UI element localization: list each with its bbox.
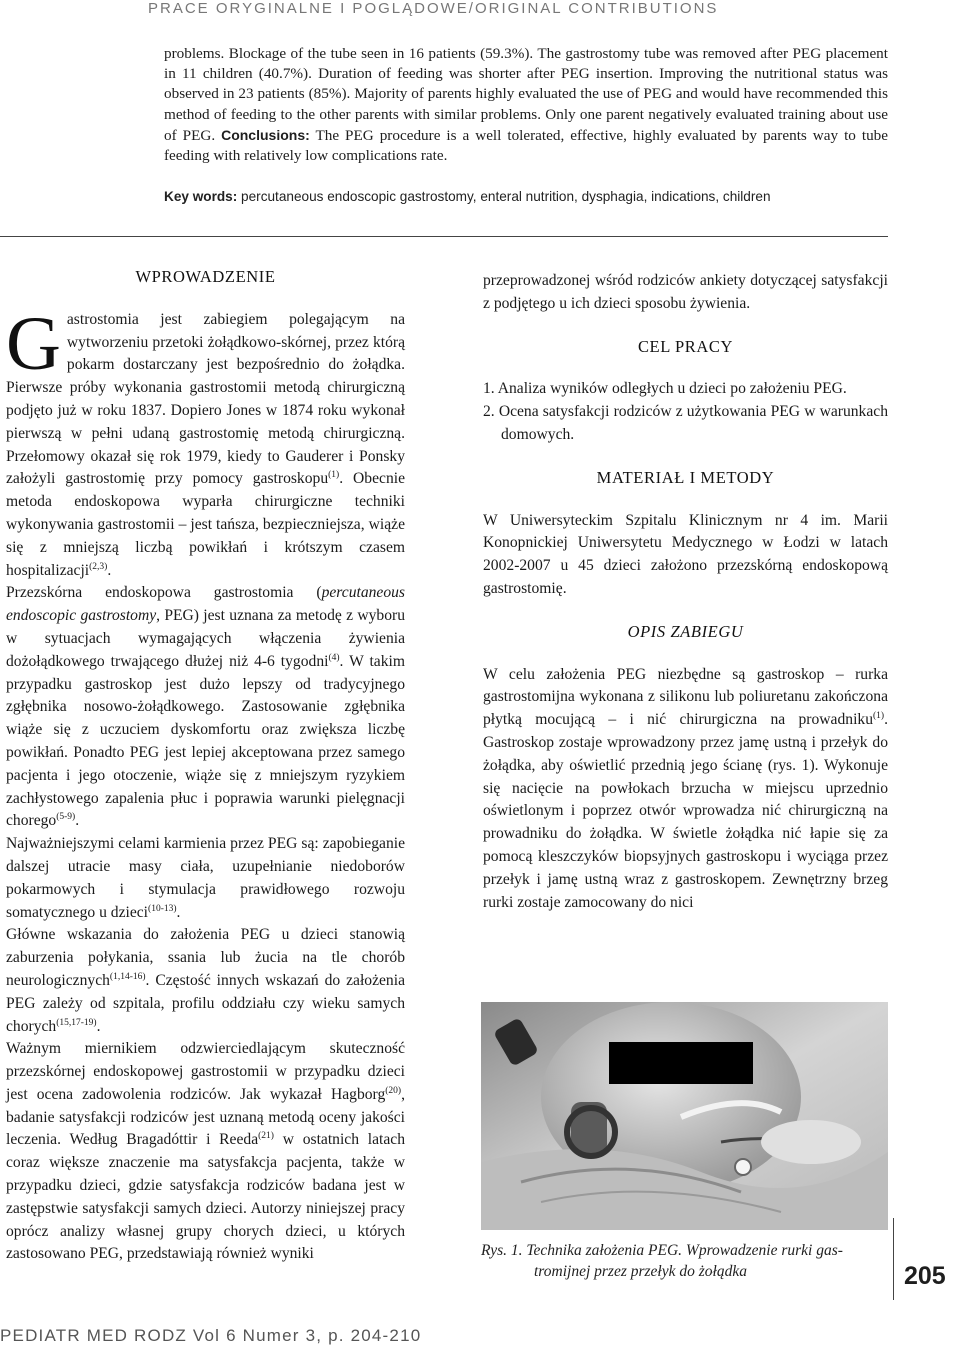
photo-illustration <box>481 1002 888 1230</box>
conclusions-label: Conclusions: <box>221 126 310 143</box>
ref-marker: (20) <box>385 1085 402 1096</box>
aim-item-2: 2. Ocena satysfakcji rodziców z użytkowania PEG w warunkach domowych. <box>483 403 888 443</box>
intro-p3-text-b: . <box>176 903 181 921</box>
heading-introduction: WPROWADZENIE <box>135 267 276 286</box>
heading-procedure: OPIS ZABIEGU <box>627 621 744 641</box>
intro-p1-text-b: . Obecnie metoda endoskopowa wyparła chirurgiczne techniki wykonywania gastrostomii – jest tańsza, bezpieczniejsza, wiąże się z mniejszą liczbą powikłań i krótszym czasem hospitalizacji <box>6 470 405 579</box>
running-header: PRACE ORYGINALNE I POGLĄDOWE/ORIGINAL CONTRIBUTIONS <box>148 0 719 17</box>
ref-marker: (15,17-19) <box>56 1017 97 1028</box>
aim-item-1: 1. Analiza wyników odległych u dzieci po założeniu PEG. <box>483 380 847 398</box>
intro-paragraph-5 <box>6 1038 405 1266</box>
intro-p2-text-b: , PEG) jest uznana za metodę z wyboru w sytuacjach wymagających włączenia żywienia dożołądkowego trwającego dłużej niż 4-6 tygodni <box>6 607 405 670</box>
intro-paragraph-4 <box>6 924 405 1038</box>
page-number-rule <box>893 1218 894 1300</box>
intro-p2-italic: percutaneous endoscopic gastrostomy <box>6 584 405 625</box>
intro-p5-text-c: w ostatnich latach coraz większe znaczenie ma satysfakcja pacjenta, także w przypadku dzieci, gdzie satysfakcja rodziców badana jest w zastępstwie satysfakcji samych dzieci. Autorzy niniejszej pracy oprócz analizy własnej grupy chorych dzieci, u których zastosowano PEG, przedstawiają również wyniki <box>6 1131 405 1263</box>
heading-aim: CEL PRACY <box>637 336 734 356</box>
heading-methods: MATERIAŁ I METODY <box>596 467 775 487</box>
keywords-list: percutaneous endoscopic gastrostomy, enteral nutrition, dysphagia, indications, children <box>237 189 771 204</box>
intro-continuation: przeprowadzonej wśród rodziców ankiety dotyczącej satysfakcji z podjętego u ich dzieci sposobu żywienia. <box>483 272 888 312</box>
page-number: 205 <box>904 1262 946 1290</box>
keywords-line <box>164 189 894 204</box>
figure-caption <box>481 1240 891 1282</box>
caption-line-2: tromijnej przez przełyk do żołądka <box>534 1263 747 1280</box>
intro-paragraph-3 <box>6 833 405 924</box>
intro-p2-text-c: . W takim przypadku gastroskop jest dużo lepszy od tradycyjnego zgłębnika nosowo-żołądkowego. Zastosowanie zgłębnika wiąże się z uczuciem dyskomfortu oraz zwiększa liczbę powikłań. Ponadto PEG jest lepiej akceptowana przez samego pacjenta i jego otoczenie, wiąże się z mniejszym ryzykiem zachłystowego zapalenia płuc i poprawia warunki pielęgnacji chorego <box>6 652 405 830</box>
ref-marker: (5-9) <box>56 812 76 823</box>
procedure-text: W celu założenia PEG niezbędne są gastroskop – rurka gastrostomijna wykonana z silikonu lub poliuretanu zakończona płytką mocującą – i nić chirurgiczna na prowadniku <box>483 665 888 729</box>
right-column <box>483 270 888 914</box>
ref-marker: (4) <box>328 652 340 663</box>
intro-p5-text-b: , badanie satysfakcji rodziców jest uznaną metodą oceny jakości leczenia. Według Bragadóttir i Reeda <box>6 1085 405 1149</box>
ref-marker: (1) <box>873 710 885 721</box>
intro-p2-text: Przezskórna endoskopowa gastrostomia ( <box>6 584 322 602</box>
drop-cap: G <box>6 301 61 386</box>
intro-p4-text-b: . Częstość innych wskazań do założenia PEG zależy od szpitala, profilu oddziału czy wieku samych chorych <box>6 971 405 1035</box>
keywords-label: Key words: <box>164 189 238 204</box>
journal-footer: PEDIATR MED RODZ Vol 6 Numer 3, p. 204-210 <box>0 1326 422 1345</box>
section-divider <box>0 236 888 237</box>
intro-p4-text: Główne wskazania do założenia PEG u dzieci stanowią zaburzenia połykania, ssania lub żucia na tle chorób neurologicznych <box>6 926 405 989</box>
ref-marker: (1,14-16) <box>109 971 146 982</box>
abstract-part1: problems. Blockage of the tube seen in 16 patients (59.3%). The gastrostomy tube was removed after PEG placement in 11 children (40.7%). Duration of feeding was shorter after PEG insertion. Improving the nutritional status was observed in 23 patients (85%). Majority of parents highly evaluated the use of PEG and would have recommended this method of feeding to the other parents with similar problems. Only one parent negatively evaluated training about use of PEG. <box>164 45 888 144</box>
procedure-paragraph <box>483 664 888 915</box>
left-column <box>6 266 405 1266</box>
methods-paragraph: W Uniwersyteckim Szpitalu Klinicznym nr 4 im. Marii Konopnickiej Uniwersytetu Medycznego w Łodzi w latach 2002-2007 u 45 dzieci założono przezskórną endoskopową gastrostomię. <box>483 511 888 597</box>
abstract-text <box>164 44 888 166</box>
aims-list <box>483 378 888 446</box>
intro-p1-text-c: . <box>107 561 112 579</box>
caption-line-1: Rys. 1. Technika założenia PEG. Wprowadzenie rurki gas- <box>481 1242 843 1259</box>
intro-p3-text: Najważniejszymi celami karmienia przez PEG są: zapobieganie dalszej utracie masy ciała, uzupełnianie niedoborów pokarmowych i stymulacja prawidłowego rozwoju somatycznego u dzieci <box>6 835 405 921</box>
intro-p1-text: astrostomia jest zabiegiem polegającym na wytworzeniu przetoki żołądkowo-skórnej, przez którą pokarm dostarczany jest bezpośrednio do żołądka. Pierwsze próby wykonania gastrostomii metodą chirurgiczną podjęto już w roku 1837. Dopiero Jones w 1874 roku wykonał pierwszą w pełni udaną gastrostomię metodą chirurgiczną. Przełomowy okazał się rok 1979, kiedy to Gauderer i Ponsky założyli gastrostomię przy pomocy gastroskopu <box>6 310 405 488</box>
ref-marker: (21) <box>258 1131 274 1142</box>
figure-photo <box>481 1002 888 1230</box>
intro-p5-text: Ważnym miernikiem odzwierciedlającym skuteczność przezskórnej endoskopowej gastrostomii w przypadku dzieci jest ocena zadowolenia rodziców. Jak wykazał Hagborg <box>6 1040 405 1103</box>
ref-marker: (10-13) <box>148 903 177 914</box>
procedure-text-b: . Gastroskop zostaje wprowadzony przez jamę ustną i przełyk do żołądka, aby oświetlić przednią jego ścianę (rys. 1). Wykonuje się nacięcie na powłokach brzucha w miejscu uprzednio oświetlonym i poprzez otwór wprowadza nić chirurgiczną na prowadniku do żołądka. W świetle żołądka nić łapie się za pomocą kleszczyków biopsyjnych gastroskopu i wyciąga przez przełyk i jamę ustną wraz z gastroskopem. Zewnętrzny brzeg rurki zostaje zamocowany do nici <box>483 711 888 911</box>
redaction-bar <box>609 1042 753 1084</box>
intro-p4-text-c: . <box>96 1017 101 1035</box>
ref-marker: (1) <box>328 470 340 481</box>
abstract-part2: The PEG procedure is a well tolerated, effective, highly evaluated by parents way to tube feeding with relatively low complications rate. <box>164 126 889 165</box>
intro-paragraph-2 <box>6 582 405 833</box>
intro-p2-text-d: . <box>75 812 80 830</box>
ref-marker: (2,3) <box>89 561 108 572</box>
intro-paragraph-1 <box>6 301 405 583</box>
